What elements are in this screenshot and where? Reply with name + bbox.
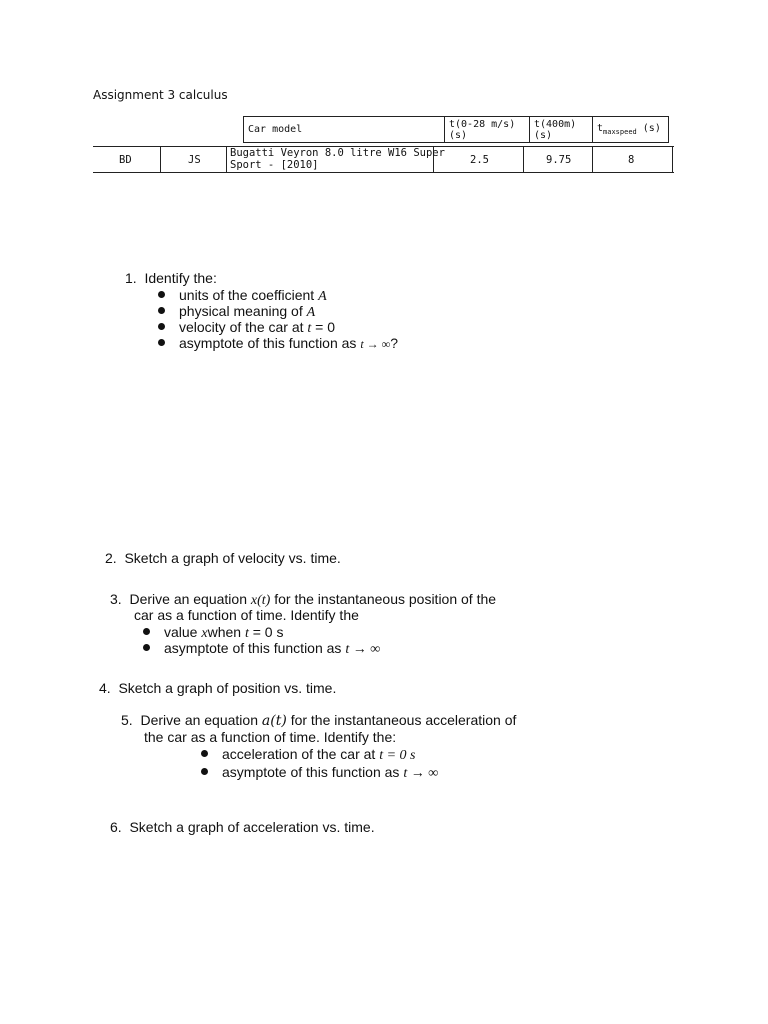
header-car-model: Car model	[244, 117, 445, 143]
row-divider	[160, 146, 161, 172]
bullet-icon	[158, 323, 165, 330]
document-title: Assignment 3 calculus	[93, 88, 228, 102]
question-5-line-2: the car as a function of time. Identify the:	[144, 729, 397, 745]
row-cell-t2: 9.75	[546, 154, 572, 166]
bullet-icon	[143, 644, 150, 651]
question-5-line-1: 5. Derive an equation a(t) for the instantaneous acceleration of	[121, 712, 517, 729]
bullet-icon	[158, 339, 165, 346]
q1-bullet-1: units of the coefficient A	[158, 287, 327, 305]
question-1: 1. Identify the:	[125, 270, 217, 286]
header-t-maxspeed: $t_{maxspeed}$ (s)	[593, 117, 669, 143]
question-3-line-1: 3. Derive an equation x(t) for the instantaneous position of the	[110, 591, 497, 608]
q1-bullet-4: asymptote of this function as t → ∞?	[158, 335, 398, 352]
question-3-line-2: car as a function of time. Identify the	[134, 607, 359, 623]
q3-bullet-2: asymptote of this function as t → ∞	[143, 640, 380, 658]
row-cell-model-1: Bugatti Veyron 8.0 litre W16 Super	[230, 147, 445, 159]
q1-bullet-3: velocity of the car at t = 0	[158, 319, 335, 337]
q5-bullet-1: acceleration of the car at t = 0 s	[201, 746, 416, 764]
row-divider	[523, 146, 524, 172]
q1-bullet-2: physical meaning of A	[158, 303, 315, 321]
row-divider	[592, 146, 593, 172]
row-cell-js: JS	[188, 154, 201, 166]
row-divider	[226, 146, 227, 172]
bullet-icon	[201, 750, 208, 757]
header-t-0-28: t(0-28 m/s) (s)	[445, 117, 530, 143]
row-cell-t1: 2.5	[470, 154, 489, 166]
row-cell-model-2: Sport - [2010]	[230, 159, 319, 171]
row-divider	[672, 146, 673, 172]
question-4: 4. Sketch a graph of position vs. time.	[99, 680, 337, 696]
bullet-icon	[143, 628, 150, 635]
question-6: 6. Sketch a graph of acceleration vs. time.	[110, 819, 375, 835]
bullet-icon	[201, 768, 208, 775]
q5-bullet-2: asymptote of this function as t → ∞	[201, 764, 438, 782]
bullet-icon	[158, 307, 165, 314]
question-2: 2. Sketch a graph of velocity vs. time.	[105, 550, 341, 566]
q3-bullet-1: value xwhen t = 0 s	[143, 624, 283, 642]
bullet-icon	[158, 291, 165, 298]
row-cell-t3: 8	[628, 154, 635, 166]
row-cell-bd: BD	[119, 154, 132, 166]
header-t-400m: t(400m) (s)	[530, 117, 593, 143]
row-bottom-border	[93, 172, 674, 173]
header-table	[243, 116, 669, 143]
